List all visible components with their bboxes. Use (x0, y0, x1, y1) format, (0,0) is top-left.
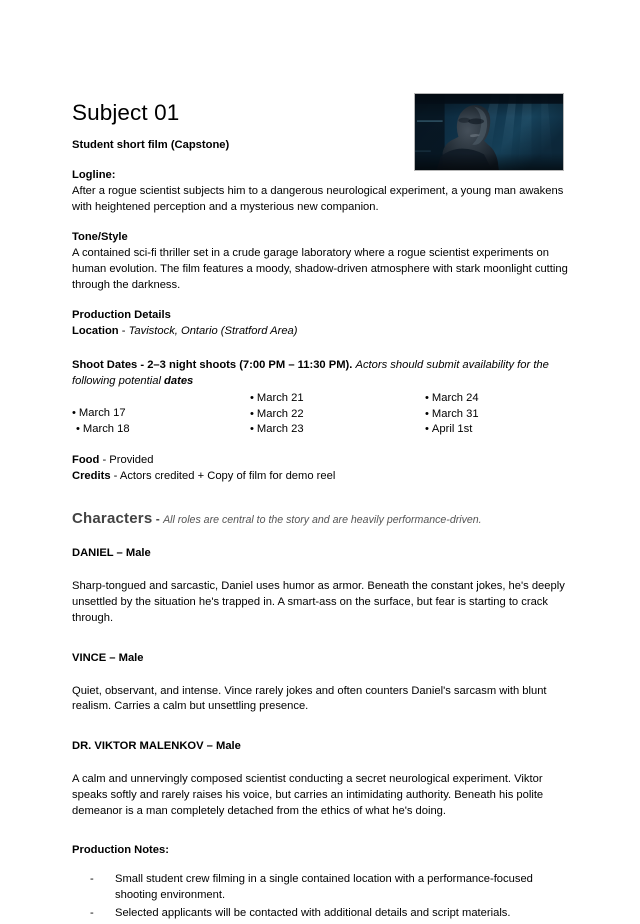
characters-heading-note: All roles are central to the story and are heavily performance-driven. (163, 514, 482, 527)
date-label: March 21 (256, 392, 304, 405)
credits-value: Actors credited + Copy of film for demo reel (119, 470, 336, 483)
date-label: March 31 (431, 407, 479, 420)
document-body (72, 100, 568, 924)
list-item (72, 872, 568, 904)
tone-style-section (72, 230, 568, 294)
character-name: VINCE – Male (72, 651, 144, 664)
characters-heading: Characters (72, 510, 153, 528)
production-details-section (72, 308, 568, 340)
location-separator: - (118, 324, 129, 337)
date-item (425, 422, 479, 437)
bullet-glyph: • (76, 422, 80, 435)
shoot-dates-line (72, 358, 568, 390)
date-item (250, 407, 304, 422)
tone-style-text: A contained sci-fi thriller set in a crude garage laboratory where a rogue scientist experiments on human evolution. The film features a moody, shadow-driven atmosphere with stark moonlight cutting through the darkness. (72, 247, 568, 291)
location-value: Tavistock, Ontario (Stratford Area) (128, 324, 298, 337)
food-separator: - (99, 454, 110, 467)
date-column-3 (425, 391, 479, 437)
location-label: Location (72, 324, 119, 337)
date-column-1 (72, 406, 130, 437)
characters-heading-row (72, 509, 568, 530)
bullet-glyph: • (425, 392, 429, 405)
production-notes-section (72, 844, 568, 922)
production-details-heading: Production Details (72, 308, 171, 321)
character-description: A calm and unnervingly composed scientist conducting a secret neurological experiment. Viktor speaks softly and rarely raises his voice, but carries an intimidating authority. Beneath his polite demeanor is a man completely detached from the ethics of what he's doing. (72, 773, 544, 818)
date-label: March 23 (256, 423, 304, 436)
shoot-date-columns (72, 391, 568, 439)
date-item (425, 391, 479, 406)
bullet-glyph: • (250, 392, 254, 405)
bullet-glyph: • (72, 407, 76, 420)
date-label: March 18 (82, 422, 130, 435)
food-label: Food (72, 454, 100, 467)
character-name: DANIEL – Male (72, 547, 151, 560)
page-title: Subject 01 (72, 100, 180, 125)
logline-text: After a rogue scientist subjects him to a dangerous neurological experiment, a young man awakens with heightened perception and a mysterious new companion. (72, 185, 564, 214)
shoot-dates-note-emphasis: dates (164, 374, 194, 387)
bullet-glyph: • (425, 407, 429, 420)
dash-bullet-icon: - (90, 872, 94, 885)
logline-section (72, 168, 568, 216)
shoot-dates-label: Shoot Dates - 2–3 night shoots (7:00 PM – 11:30 PM). (72, 358, 353, 371)
shoot-dates-note-text: Actors should submit availability for the following potential (72, 358, 549, 387)
date-item (425, 407, 479, 422)
food-value: Provided (109, 454, 154, 467)
credits-label: Credits (72, 470, 111, 483)
date-label: March 22 (256, 407, 304, 420)
credits-separator: - (110, 470, 120, 483)
date-item (250, 422, 304, 437)
character-entry (72, 546, 568, 627)
location-line (72, 324, 568, 340)
date-label: April 1st (431, 423, 473, 436)
credits-line (72, 469, 568, 485)
characters-heading-dash: - (152, 512, 164, 527)
date-column-2 (250, 391, 304, 437)
food-line (72, 453, 568, 469)
date-item (250, 391, 304, 406)
production-notes-list (72, 872, 568, 922)
date-label: March 24 (431, 392, 479, 405)
production-notes-heading: Production Notes: (72, 843, 169, 856)
date-item (72, 422, 130, 437)
bullet-glyph: • (250, 423, 254, 436)
date-label: March 17 (78, 407, 126, 420)
character-entry (72, 651, 568, 716)
character-entry (72, 739, 568, 820)
character-description: Sharp-tongued and sarcastic, Daniel uses humor as armor. Beneath the constant jokes, he's deeply unsettled by the situation he's trapped in. A smart-ass on the surface, but fear is starting to crack through. (72, 579, 565, 624)
date-item (72, 406, 130, 421)
document-subtitle: Student short film (Capstone) (72, 138, 230, 151)
bullet-glyph: • (425, 423, 429, 436)
bullet-glyph: • (250, 407, 254, 420)
dash-bullet-icon: - (90, 906, 94, 919)
logline-heading: Logline: (72, 169, 116, 182)
character-description: Quiet, observant, and intense. Vince rarely jokes and often counters Daniel's sarcasm with blunt realism. Carries a calm but unsettling presence. (72, 684, 547, 713)
note-text: Selected applicants will be contacted with additional details and script materials. (115, 906, 511, 919)
character-name: DR. VIKTOR MALENKOV – Male (72, 740, 241, 753)
tone-style-heading: Tone/Style (72, 231, 128, 244)
list-item (72, 906, 568, 922)
note-text: Small student crew filming in a single contained location with a performance-focused shooting environment. (115, 872, 533, 901)
